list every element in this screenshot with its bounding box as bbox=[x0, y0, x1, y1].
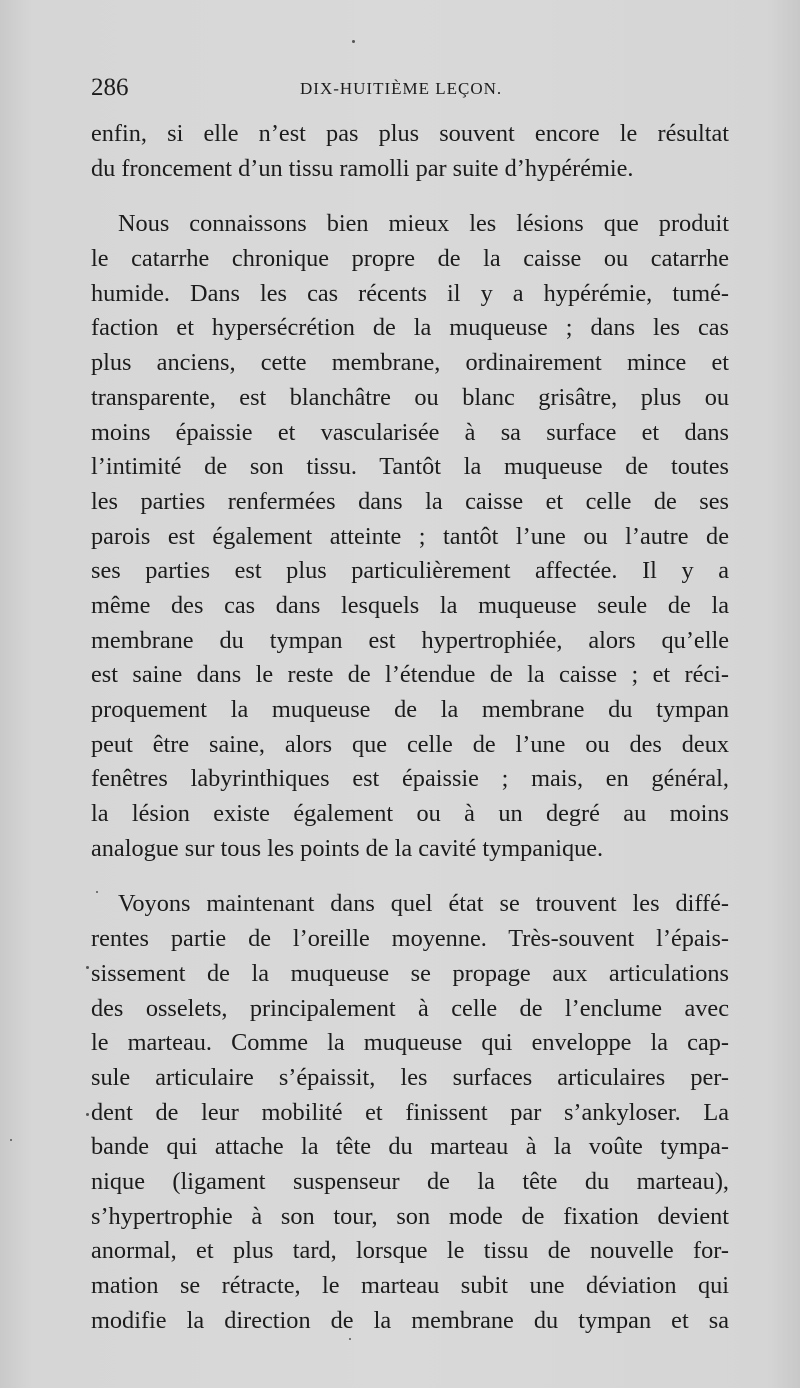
text-line: mation se rétracte, le marteau subit une déviation qui bbox=[91, 1272, 729, 1299]
paper-speck bbox=[96, 891, 98, 893]
text-line: la lésion existe également ou à un degré au moins bbox=[91, 800, 729, 828]
text-line: Nous connaissons bien mieux les lésions que produit bbox=[118, 210, 729, 238]
text-line: ses parties est plus particulièrement affectée. Il y a bbox=[91, 557, 729, 585]
paper-speck bbox=[349, 1338, 351, 1340]
text-line: le catarrhe chronique propre de la caisse ou catarrhe bbox=[91, 245, 729, 273]
paper-speck bbox=[86, 1113, 89, 1116]
text-line: s’hypertrophie à son tour, son mode de fixation devient bbox=[91, 1202, 729, 1230]
text-line: bande qui attache la tête du marteau à la voûte tympa- bbox=[91, 1133, 729, 1161]
text-line: faction et hypersécrétion de la muqueuse ; dans les cas bbox=[91, 314, 729, 342]
page-header bbox=[91, 74, 731, 106]
text-line: enfin, si elle n’est pas plus souvent encore le résultat bbox=[91, 120, 729, 147]
text-line: sule articulaire s’épaissit, les surfaces articulaires per- bbox=[91, 1063, 729, 1091]
text-line: sissement de la muqueuse se propage aux articulations bbox=[91, 959, 729, 987]
text-line: membrane du tympan est hypertrophiée, alors qu’elle bbox=[91, 626, 729, 654]
text-line: est saine dans le reste de l’étendue de la caisse ; et réci- bbox=[91, 661, 729, 689]
text-line: modifie la direction de la membrane du tympan et sa bbox=[91, 1306, 729, 1334]
text-line: des osselets, principalement à celle de l’enclume avec bbox=[91, 994, 729, 1022]
text-line: peut être saine, alors que celle de l’une ou des deux bbox=[91, 730, 729, 758]
text-line: plus anciens, cette membrane, ordinairement mince et bbox=[91, 349, 729, 377]
text-line: rentes partie de l’oreille moyenne. Très-souvent l’épais- bbox=[91, 925, 729, 953]
text-line: même des cas dans lesquels la muqueuse seule de la bbox=[91, 591, 729, 619]
text-line: dent de leur mobilité et finissent par s’ankyloser. La bbox=[91, 1098, 729, 1126]
text-line: nique (ligament suspenseur de la tête du marteau), bbox=[91, 1167, 729, 1195]
text-line: Voyons maintenant dans quel état se trouvent les diffé- bbox=[118, 890, 729, 918]
text-line: du froncement d’un tissu ramolli par suite d’hypérémie. bbox=[91, 154, 634, 182]
paper-speck bbox=[352, 40, 355, 43]
text-line: moins épaissie et vascularisée à sa surface et dans bbox=[91, 418, 729, 446]
paragraph-1 bbox=[91, 117, 729, 186]
text-line: parois est également atteinte ; tantôt l’une ou l’autre de bbox=[91, 522, 729, 550]
text-line: analogue sur tous les points de la cavité tympanique. bbox=[91, 834, 604, 862]
text-line: le marteau. Comme la muqueuse qui enveloppe la cap- bbox=[91, 1029, 729, 1057]
text-line: les parties renfermées dans la caisse et celle de ses bbox=[91, 487, 729, 515]
paper-speck bbox=[86, 966, 89, 969]
body-text bbox=[91, 117, 729, 1338]
paragraph-2 bbox=[91, 207, 729, 866]
running-head: DIX-HUITIÈME LEÇON. bbox=[300, 79, 503, 98]
paper-speck bbox=[10, 1139, 12, 1141]
text-line: transparente, est blanchâtre ou blanc grisâtre, plus ou bbox=[91, 383, 729, 411]
text-line: l’intimité de son tissu. Tantôt la muqueuse de toutes bbox=[91, 453, 729, 481]
page-number: 286 bbox=[91, 74, 129, 101]
text-line: fenêtres labyrinthiques est épaissie ; mais, en général, bbox=[91, 765, 729, 793]
paragraph-3 bbox=[91, 887, 729, 1338]
text-line: humide. Dans les cas récents il y a hypérémie, tumé- bbox=[91, 279, 729, 307]
text-line: anormal, et plus tard, lorsque le tissu de nouvelle for- bbox=[91, 1237, 729, 1265]
text-line: proquement la muqueuse de la membrane du tympan bbox=[91, 696, 729, 723]
